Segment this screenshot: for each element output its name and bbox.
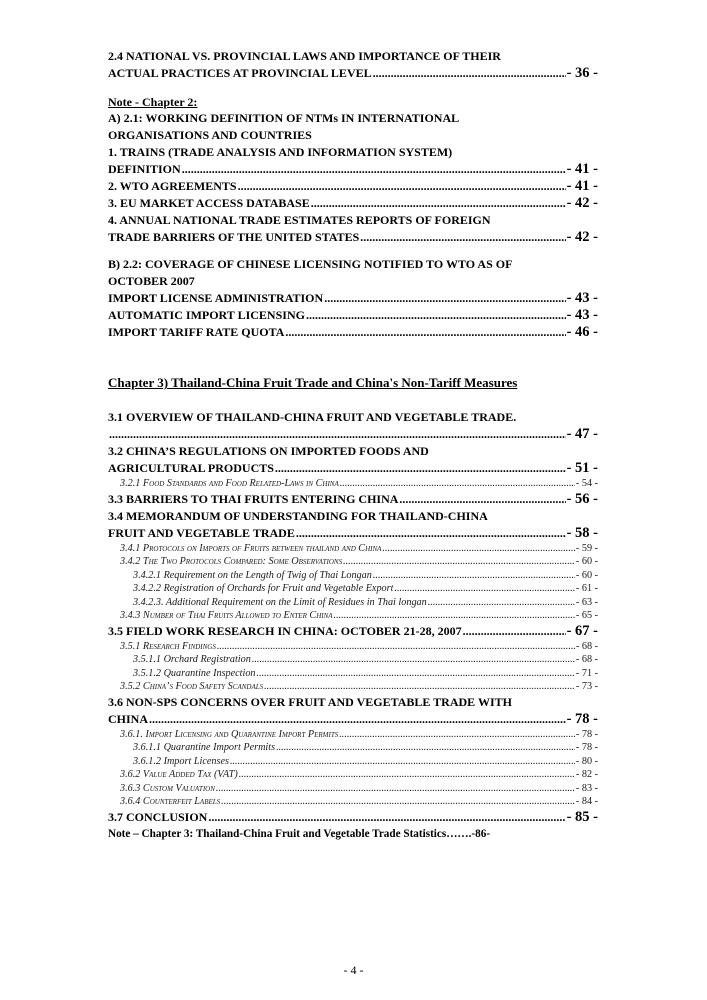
- dot-leader: [311, 195, 566, 212]
- toc-page-number: - 68 -: [575, 640, 598, 652]
- toc-page-number: - 68 -: [575, 654, 598, 665]
- dot-leader: [463, 623, 566, 640]
- toc-page-number: - 43 -: [566, 307, 598, 323]
- toc-entry-itrq[interactable]: [108, 324, 598, 341]
- toc-entry-3-5-2[interactable]: [108, 680, 598, 694]
- toc-entry-title: DEFINITION: [108, 162, 181, 176]
- dot-leader: [285, 324, 565, 341]
- toc-entry-ila[interactable]: [108, 290, 598, 307]
- dot-leader: [394, 582, 575, 596]
- toc-page-number: - 59 -: [575, 542, 598, 554]
- toc-entry-3-4-2-3[interactable]: [108, 596, 598, 610]
- dot-leader: [360, 229, 565, 246]
- toc-entry-eu[interactable]: [108, 195, 598, 212]
- toc-entry-trains[interactable]: [108, 161, 598, 178]
- toc-entry-title: 3.4.2.2 Registration of Orchards for Fruit and Vegetable Export: [133, 583, 394, 594]
- dot-leader: [221, 795, 575, 809]
- toc-entry-title: 3.6.2 Value Added Tax (VAT): [120, 769, 238, 780]
- toc-entry-title: ACTUAL PRACTICES AT PROVINCIAL LEVEL: [108, 66, 372, 80]
- dot-leader: [217, 640, 575, 654]
- toc-page-number: - 42 -: [566, 195, 598, 211]
- dot-leader: [230, 755, 575, 769]
- toc-entry-title: TRADE BARRIERS OF THE UNITED STATES: [108, 230, 360, 244]
- toc-page-number: - 65 -: [575, 610, 598, 621]
- dot-leader: [399, 491, 565, 508]
- dot-leader: [428, 596, 575, 610]
- dot-leader: [238, 178, 566, 195]
- toc-entry-title: 3.5.2 China’s Food Safety Scandals: [120, 681, 264, 692]
- toc-entry-2-4[interactable]: [108, 65, 598, 82]
- toc-entry-3-2-1[interactable]: [108, 477, 598, 491]
- chapter-3-heading: Chapter 3) Thailand-China Fruit Trade and China's Non-Tariff Measures: [108, 375, 518, 390]
- dot-leader: [306, 307, 566, 324]
- toc-page-number: - 71 -: [575, 667, 598, 679]
- toc-page-number: - 36 -: [566, 65, 598, 81]
- toc-page-number: - 73 -: [575, 681, 598, 692]
- toc-entry-title: 3.6.3 Custom Valuation: [120, 782, 215, 794]
- toc-page-number: - 51 -: [566, 460, 598, 476]
- toc-entry-3-6-1[interactable]: [108, 728, 598, 742]
- toc-page-number: - 54 -: [575, 478, 598, 489]
- toc-entry-title: 3.3 BARRIERS TO THAI FRUITS ENTERING CHINA: [108, 491, 399, 506]
- toc-page-number: - 41 -: [566, 161, 598, 177]
- toc-entry-title: CHINA: [108, 711, 149, 726]
- toc-entry-b-line2: OCTOBER 2007: [108, 274, 195, 288]
- toc-entry-3-6-1-2[interactable]: [108, 755, 598, 769]
- toc-page-number: - 84 -: [575, 796, 598, 807]
- toc-page-number: - 43 -: [566, 290, 598, 306]
- toc-entry-3-6-1-1[interactable]: [108, 741, 598, 755]
- dot-leader: [340, 477, 575, 491]
- toc-page-number: - 67 -: [566, 622, 598, 639]
- toc-page-number: - 60 -: [575, 569, 598, 581]
- toc-entry-title: 3. EU MARKET ACCESS DATABASE: [108, 196, 310, 210]
- dot-leader: [382, 542, 575, 556]
- toc-entry-title: 3.4.3 Number of Thai Fruits Allowed to Enter China: [120, 610, 333, 621]
- toc-entry-3-6-2[interactable]: [108, 768, 598, 782]
- toc-entry-title: 3.7 CONCLUSION: [108, 809, 208, 824]
- dot-leader: [264, 680, 575, 694]
- toc-entry-3-3[interactable]: [108, 491, 598, 508]
- toc-entry-3-4[interactable]: [108, 525, 598, 542]
- toc-page-number: - 78 -: [575, 742, 598, 753]
- toc-page-number: - 78 -: [575, 728, 598, 740]
- toc-entry-ail[interactable]: [108, 307, 598, 324]
- toc-entry-title: 3.6.4 Counterfeit Labels: [120, 796, 221, 807]
- toc-entry-title: IMPORT LICENSE ADMINISTRATION: [108, 291, 324, 305]
- toc-entry-3-5-1[interactable]: [108, 640, 598, 654]
- dot-leader: [373, 569, 575, 583]
- toc-page-number: - 60 -: [575, 556, 598, 567]
- toc-entry-title: 3.4.1 Protocols on Imports of Fruits between thailand and China: [120, 542, 382, 554]
- dot-leader: [252, 653, 575, 667]
- dot-leader: [324, 290, 565, 307]
- toc-page-number: - 78 -: [566, 710, 598, 727]
- toc-entry-title: 3.5.1.1 Orchard Registration: [133, 654, 251, 665]
- toc-entry-ante-line1: 4. ANNUAL NATIONAL TRADE ESTIMATES REPORTS OF FOREIGN: [108, 213, 491, 227]
- dot-leader: [339, 728, 575, 742]
- toc-entry-3-7[interactable]: [108, 809, 598, 826]
- toc-entry-a-line1: A) 2.1: WORKING DEFINITION OF NTMs IN INTERNATIONAL: [108, 111, 460, 125]
- toc-entry-3-4-3[interactable]: [108, 609, 598, 623]
- dot-leader: [334, 609, 575, 623]
- toc-page-number: - 83 -: [575, 782, 598, 794]
- dot-leader: [216, 782, 575, 796]
- toc-entry-3-4-2[interactable]: [108, 555, 598, 569]
- dot-leader: [373, 65, 566, 82]
- toc-entry-title: 3.6.1.2 Import Licenses: [133, 755, 229, 767]
- toc-entry-wto[interactable]: [108, 178, 598, 195]
- toc-entry-title: 3.5.1 Research Findings: [120, 640, 216, 652]
- toc-entry-3-1-line1: 3.1 OVERVIEW OF THAILAND-CHINA FRUIT AND VEGETABLE TRADE.: [108, 410, 517, 424]
- toc-entry-ante[interactable]: [108, 229, 598, 246]
- toc-entry-title: FRUIT AND VEGETABLE TRADE: [108, 525, 295, 540]
- toc-page-number: - 61 -: [575, 583, 598, 594]
- toc-entry-title: AUTOMATIC IMPORT LICENSING: [108, 308, 305, 322]
- dot-leader: [149, 711, 566, 728]
- toc-page-number: - 56 -: [566, 490, 598, 507]
- toc-entry-3-4-2-1[interactable]: [108, 569, 598, 583]
- dot-leader: [182, 161, 566, 178]
- toc-entry-title: 3.5.1.2 Quarantine Inspection: [133, 667, 256, 679]
- toc-entry-3-1[interactable]: [108, 426, 598, 443]
- toc-entry-3-2[interactable]: [108, 460, 598, 477]
- toc-entry-title: 3.4.2.1 Requirement on the Length of Twig of Thai Longan: [133, 569, 372, 581]
- toc-page-number: - 47 -: [566, 426, 598, 442]
- toc-page-number: - 82 -: [575, 769, 598, 780]
- toc-entry-title: IMPORT TARIFF RATE QUOTA: [108, 325, 285, 339]
- toc-entry-title: 3.5 FIELD WORK RESEARCH IN CHINA: OCTOBER 21-28, 2007: [108, 623, 462, 638]
- toc-entry-3-5-1-1[interactable]: [108, 653, 598, 667]
- toc-page-number: - 80 -: [575, 755, 598, 767]
- toc-entry-3-4-line1: 3.4 MEMORANDUM OF UNDERSTANDING FOR THAILAND-CHINA: [108, 508, 488, 523]
- toc-page-number: - 41 -: [566, 178, 598, 194]
- page-number: - 4 -: [343, 963, 364, 977]
- toc-entry-3-2-line1: 3.2 CHINA’S REGULATIONS ON IMPORTED FOODS AND: [108, 444, 429, 458]
- toc-entry-2-4-line1: 2.4 NATIONAL VS. PROVINCIAL LAWS AND IMPORTANCE OF THEIR: [108, 49, 501, 63]
- toc-entry-title: 3.6.1. Import Licensing and Quarantine Import Permits: [120, 728, 339, 740]
- toc-entry-title: 3.4.2.3. Additional Requirement on the Limit of Residues in Thai longan: [133, 596, 427, 608]
- dot-leader: [343, 555, 575, 569]
- toc-entry-title: 3.2.1 Food Standards and Food Related-Laws in China: [120, 478, 339, 489]
- toc-entry-title: 3.4.2 The Two Protocols Compared: Some Observations: [120, 556, 343, 567]
- toc-entry-3-6-line1: 3.6 NON-SPS CONCERNS OVER FRUIT AND VEGETABLE TRADE WITH: [108, 694, 512, 709]
- toc-entry-title: 3.6.1.1 Quarantine Import Permits: [133, 742, 276, 753]
- toc-entry-trains-line1: 1. TRAINS (TRADE ANALYSIS AND INFORMATION SYSTEM): [108, 145, 453, 159]
- dot-leader: [275, 460, 566, 477]
- dot-leader: [276, 741, 575, 755]
- toc-page-number: - 46 -: [566, 324, 598, 340]
- toc-entry-3-6-4[interactable]: [108, 795, 598, 809]
- toc-entry-b-line1: B) 2.2: COVERAGE OF CHINESE LICENSING NOTIFIED TO WTO AS OF: [108, 257, 513, 271]
- toc-page-number: - 58 -: [566, 524, 598, 541]
- toc-entry-3-6-3[interactable]: [108, 782, 598, 796]
- toc-entry-a-line2: ORGANISATIONS AND COUNTRIES: [108, 128, 312, 142]
- dot-leader: [208, 809, 565, 826]
- toc-entry-3-4-1[interactable]: [108, 542, 598, 556]
- dot-leader: [239, 768, 575, 782]
- dot-leader: [257, 667, 575, 681]
- toc-page-number: - 42 -: [566, 229, 598, 245]
- toc-page-number: - 85 -: [566, 808, 598, 825]
- note-chapter-2-heading: Note - Chapter 2:: [108, 95, 198, 109]
- toc-entry-3-5-1-2[interactable]: [108, 667, 598, 681]
- dot-leader: [109, 426, 566, 443]
- toc-entry-title: AGRICULTURAL PRODUCTS: [108, 461, 274, 475]
- toc-entry-title: 2. WTO AGREEMENTS: [108, 179, 237, 193]
- note-chapter-3-entry[interactable]: Note – Chapter 3: Thailand-China Fruit and Vegetable Trade Statistics…….-86-: [108, 827, 491, 840]
- toc-entry-3-6[interactable]: [108, 711, 598, 728]
- toc-entry-3-4-2-2[interactable]: [108, 582, 598, 596]
- dot-leader: [296, 525, 566, 542]
- table-of-contents: [108, 48, 598, 843]
- toc-entry-3-5[interactable]: [108, 623, 598, 640]
- toc-page-number: - 63 -: [575, 596, 598, 608]
